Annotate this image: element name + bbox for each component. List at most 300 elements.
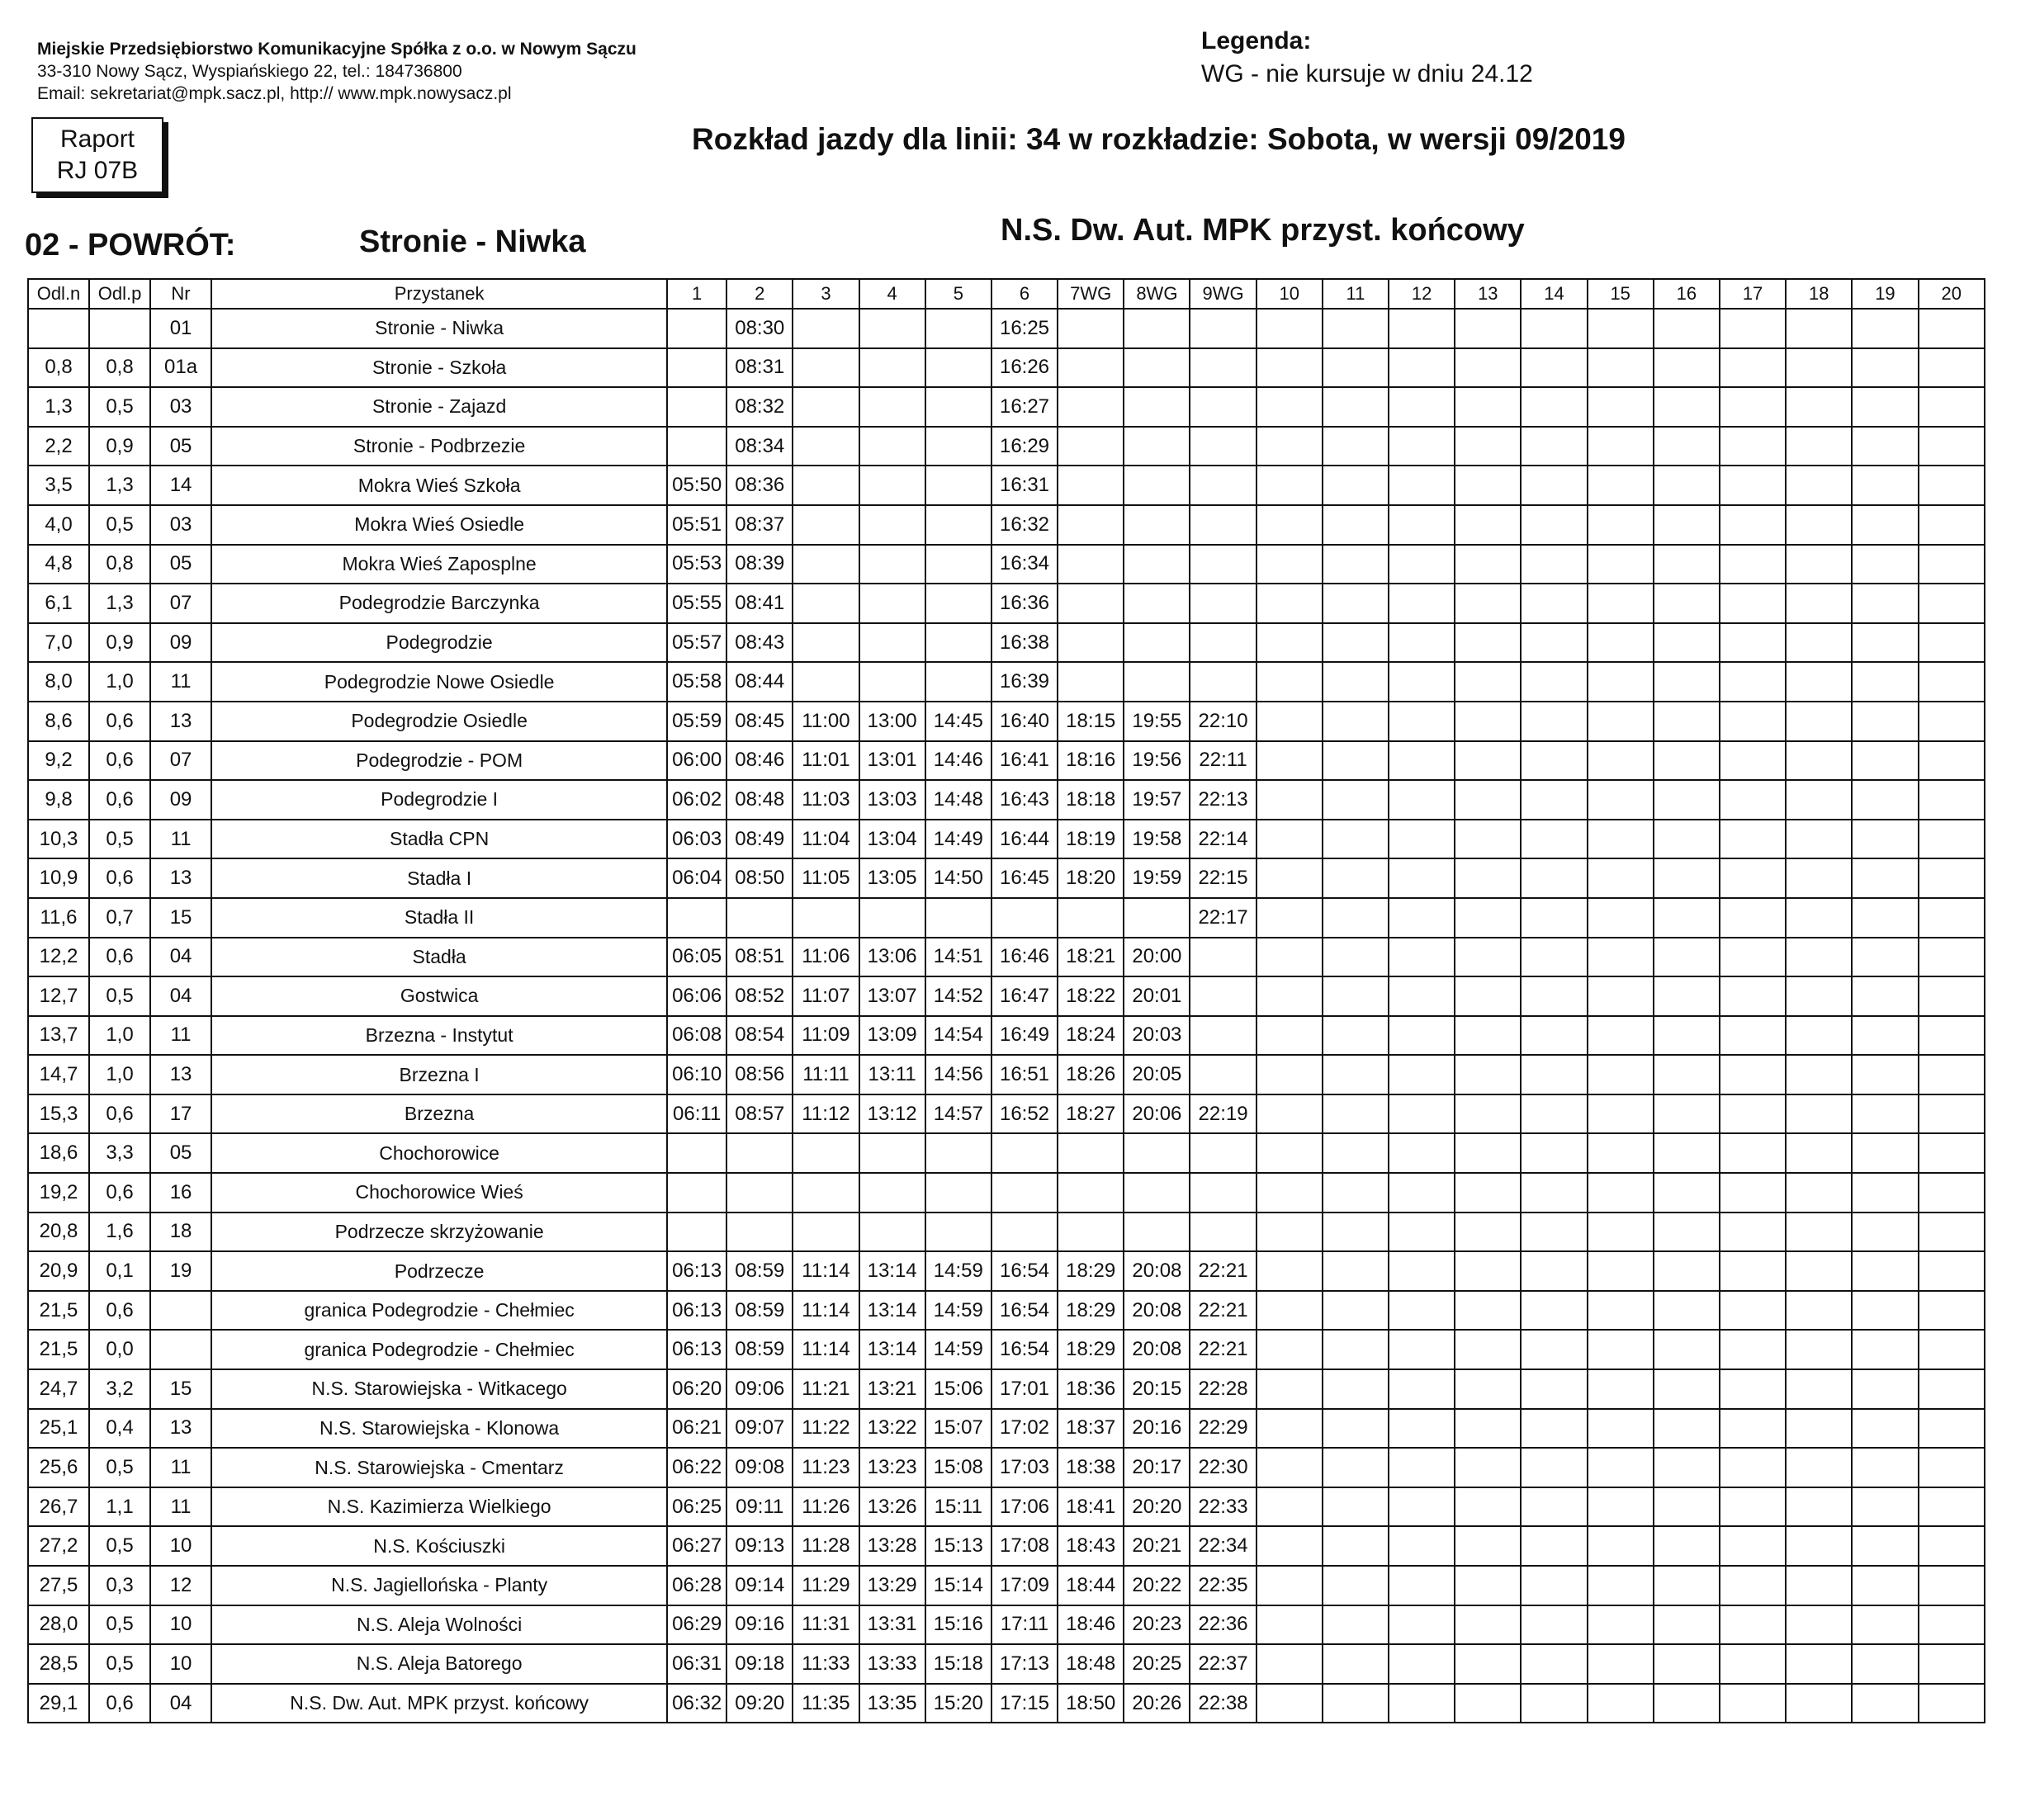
empty-cell [1720,1330,1786,1369]
empty-cell [1852,741,1918,781]
departure-time: 16:27 [991,387,1058,427]
distance-cell: 04 [150,938,211,977]
empty-cell [1521,662,1587,702]
distance-cell: 0,8 [89,545,150,584]
empty-cell [1323,1213,1389,1252]
empty-cell [1654,623,1720,663]
empty-cell [1588,1684,1654,1723]
departure-time: 13:09 [859,1016,925,1056]
departure-time [793,623,859,663]
distance-cell: 25,6 [28,1448,89,1487]
empty-cell [1588,938,1654,977]
departure-time: 11:11 [793,1055,859,1094]
distance-cell: 14,7 [28,1055,89,1094]
departure-time: 11:35 [793,1684,859,1723]
departure-time: 20:06 [1124,1094,1190,1134]
empty-cell [1588,1448,1654,1487]
empty-cell [1323,976,1389,1016]
distance-cell: 05 [150,545,211,584]
stop-name: Podrzecze skrzyżowanie [211,1213,667,1252]
empty-cell [1521,1566,1587,1605]
table-row [28,1094,1985,1134]
departure-time [1058,662,1124,702]
empty-cell [1521,1291,1587,1331]
departure-time: 22:21 [1190,1330,1256,1369]
empty-cell [1389,858,1455,898]
empty-cell [1521,584,1587,623]
empty-cell [1588,584,1654,623]
departure-time [793,898,859,938]
departure-time: 14:52 [925,976,991,1016]
departure-time: 06:32 [667,1684,726,1723]
stop-name: Podegrodzie Nowe Osiedle [211,662,667,702]
departure-time [1190,427,1256,466]
empty-cell [1654,1094,1720,1134]
empty-cell [1786,938,1852,977]
departure-time: 11:04 [793,820,859,859]
table-row [28,898,1985,938]
departure-time: 08:45 [726,702,793,741]
empty-cell [1521,1055,1587,1094]
empty-cell [1588,820,1654,859]
departure-time: 17:03 [991,1448,1058,1487]
distance-cell: 0,1 [89,1251,150,1291]
empty-cell [1389,427,1455,466]
departure-time: 08:43 [726,623,793,663]
empty-cell [1256,623,1323,663]
empty-cell [1786,348,1852,388]
distance-cell: 15 [150,898,211,938]
empty-cell [1720,780,1786,820]
departure-time: 18:29 [1058,1330,1124,1369]
column-header: 6 [991,279,1058,309]
departure-time: 06:27 [667,1526,726,1566]
empty-cell [1256,1369,1323,1409]
empty-cell [1654,938,1720,977]
departure-time: 22:19 [1190,1094,1256,1134]
distance-cell: 28,5 [28,1644,89,1684]
departure-time: 16:52 [991,1094,1058,1134]
departure-time: 14:50 [925,858,991,898]
departure-time: 18:15 [1058,702,1124,741]
empty-cell [1654,820,1720,859]
departure-time: 13:01 [859,741,925,781]
empty-cell [1389,1409,1455,1449]
departure-time [1124,898,1190,938]
empty-cell [1389,1016,1455,1056]
departure-time [925,505,991,545]
empty-cell [1389,348,1455,388]
empty-cell [1654,584,1720,623]
departure-time: 09:08 [726,1448,793,1487]
empty-cell [1389,898,1455,938]
distance-cell: 11 [150,1487,211,1527]
departure-time: 16:32 [991,505,1058,545]
departure-time: 13:22 [859,1409,925,1449]
table-row [28,1173,1985,1213]
empty-cell [1521,1251,1587,1291]
empty-cell [1323,938,1389,977]
column-header: Odl.n [28,279,89,309]
empty-cell [1389,623,1455,663]
distance-cell: 0,6 [89,1173,150,1213]
departure-time [925,623,991,663]
stop-name: Podegrodzie Barczynka [211,584,667,623]
empty-cell [1588,1526,1654,1566]
departure-time [667,1133,726,1173]
empty-cell [1323,1016,1389,1056]
stop-name: Mokra Wieś Osiedle [211,505,667,545]
empty-cell [1852,1133,1918,1173]
empty-cell [1323,1251,1389,1291]
departure-time: 20:00 [1124,938,1190,977]
empty-cell [1720,1684,1786,1723]
departure-time: 14:56 [925,1055,991,1094]
empty-cell [1852,623,1918,663]
empty-cell [1852,1605,1918,1645]
departure-time [1124,1213,1190,1252]
distance-cell: 17 [150,1094,211,1134]
departure-time: 16:26 [991,348,1058,388]
distance-cell: 1,0 [89,662,150,702]
empty-cell [1919,1369,1985,1409]
empty-cell [1323,1330,1389,1369]
empty-cell [1654,976,1720,1016]
empty-cell [1588,858,1654,898]
departure-time: 05:59 [667,702,726,741]
empty-cell [1521,309,1587,348]
departure-time: 18:44 [1058,1566,1124,1605]
departure-time [1190,545,1256,584]
departure-time [925,427,991,466]
empty-cell [1389,1330,1455,1369]
distance-cell: 0,5 [89,820,150,859]
departure-time: 15:14 [925,1566,991,1605]
departure-time: 11:14 [793,1330,859,1369]
departure-time: 22:13 [1190,780,1256,820]
empty-cell [1521,1133,1587,1173]
empty-cell [1852,1526,1918,1566]
stop-name: Gostwica [211,976,667,1016]
empty-cell [1654,505,1720,545]
table-row [28,1526,1985,1566]
distance-cell: 0,5 [89,387,150,427]
departure-time [1124,1173,1190,1213]
departure-time: 13:23 [859,1448,925,1487]
empty-cell [1389,1487,1455,1527]
departure-time [667,1173,726,1213]
distance-cell [28,309,89,348]
departure-time: 14:46 [925,741,991,781]
departure-time: 15:07 [925,1409,991,1449]
empty-cell [1720,1448,1786,1487]
empty-cell [1455,1369,1521,1409]
empty-cell [1323,623,1389,663]
stop-name: N.S. Starowiejska - Cmentarz [211,1448,667,1487]
distance-cell: 1,6 [89,1213,150,1252]
distance-cell: 0,9 [89,427,150,466]
column-header: 12 [1389,279,1455,309]
direction-label: 02 - POWRÓT: [25,228,236,262]
empty-cell [1323,1566,1389,1605]
empty-cell [1521,1487,1587,1527]
departure-time [1190,1133,1256,1173]
table-row [28,1605,1985,1645]
departure-time: 13:33 [859,1644,925,1684]
empty-cell [1389,309,1455,348]
departure-time: 11:05 [793,858,859,898]
empty-cell [1389,505,1455,545]
departure-time [1190,387,1256,427]
distance-cell: 21,5 [28,1291,89,1331]
empty-cell [1919,1566,1985,1605]
departure-time: 22:28 [1190,1369,1256,1409]
departure-time [667,898,726,938]
departure-time: 13:21 [859,1369,925,1409]
empty-cell [1323,702,1389,741]
empty-cell [1919,505,1985,545]
distance-cell [89,309,150,348]
departure-time: 20:22 [1124,1566,1190,1605]
empty-cell [1323,466,1389,505]
empty-cell [1389,1133,1455,1173]
timetable [27,278,1985,1723]
empty-cell [1588,1487,1654,1527]
departure-time [1190,348,1256,388]
departure-time: 22:21 [1190,1291,1256,1331]
distance-cell: 0,5 [89,1644,150,1684]
empty-cell [1654,898,1720,938]
empty-cell [1323,1369,1389,1409]
departure-time [667,387,726,427]
empty-cell [1852,427,1918,466]
empty-cell [1786,741,1852,781]
departure-time [859,427,925,466]
empty-cell [1654,1526,1720,1566]
empty-cell [1256,898,1323,938]
departure-time: 18:29 [1058,1291,1124,1331]
empty-cell [1654,1369,1720,1409]
empty-cell [1919,1213,1985,1252]
distance-cell: 4,8 [28,545,89,584]
departure-time: 22:29 [1190,1409,1256,1449]
departure-time: 22:35 [1190,1566,1256,1605]
empty-cell [1720,466,1786,505]
empty-cell [1455,820,1521,859]
empty-cell [1919,1173,1985,1213]
empty-cell [1786,1213,1852,1252]
departure-time: 14:45 [925,702,991,741]
departure-time [859,387,925,427]
departure-time: 08:30 [726,309,793,348]
departure-time: 08:44 [726,662,793,702]
departure-time: 22:11 [1190,741,1256,781]
departure-time: 11:21 [793,1369,859,1409]
empty-cell [1852,1409,1918,1449]
empty-cell [1720,348,1786,388]
departure-time [859,505,925,545]
departure-time: 06:02 [667,780,726,820]
empty-cell [1919,1448,1985,1487]
empty-cell [1852,1213,1918,1252]
empty-cell [1521,466,1587,505]
empty-cell [1256,1409,1323,1449]
departure-time [793,584,859,623]
departure-time: 22:38 [1190,1684,1256,1723]
table-row [28,976,1985,1016]
empty-cell [1256,309,1323,348]
empty-cell [1389,820,1455,859]
empty-cell [1852,898,1918,938]
empty-cell [1919,1330,1985,1369]
table-row [28,427,1985,466]
distance-cell: 10 [150,1644,211,1684]
empty-cell [1786,1409,1852,1449]
stop-name: N.S. Kościuszki [211,1526,667,1566]
stop-name: Stronie - Podbrzezie [211,427,667,466]
empty-cell [1455,662,1521,702]
distance-cell: 0,6 [89,741,150,781]
empty-cell [1256,1330,1323,1369]
distance-cell: 0,7 [89,898,150,938]
departure-time [793,466,859,505]
empty-cell [1852,780,1918,820]
departure-time: 16:25 [991,309,1058,348]
distance-cell: 0,6 [89,780,150,820]
empty-cell [1323,780,1389,820]
empty-cell [1256,1566,1323,1605]
departure-time: 13:05 [859,858,925,898]
table-row [28,1409,1985,1449]
column-header: 20 [1919,279,1985,309]
empty-cell [1786,1644,1852,1684]
departure-time: 13:31 [859,1605,925,1645]
distance-cell: 0,5 [89,505,150,545]
stop-name: granica Podegrodzie - Chełmiec [211,1330,667,1369]
departure-time: 16:29 [991,427,1058,466]
empty-cell [1256,662,1323,702]
departure-time: 20:05 [1124,1055,1190,1094]
column-header: Przystanek [211,279,667,309]
distance-cell: 1,1 [89,1487,150,1527]
empty-cell [1720,662,1786,702]
departure-time: 20:25 [1124,1644,1190,1684]
departure-time: 18:19 [1058,820,1124,859]
departure-time: 22:36 [1190,1605,1256,1645]
empty-cell [1919,1094,1985,1134]
departure-time: 16:41 [991,741,1058,781]
empty-cell [1588,898,1654,938]
distance-cell: 9,2 [28,741,89,781]
table-row [28,938,1985,977]
empty-cell [1720,309,1786,348]
empty-cell [1588,348,1654,388]
departure-time: 18:48 [1058,1644,1124,1684]
empty-cell [1588,1605,1654,1645]
departure-time [1124,505,1190,545]
table-row [28,741,1985,781]
departure-time: 18:50 [1058,1684,1124,1723]
distance-cell [150,1330,211,1369]
empty-cell [1323,1684,1389,1723]
empty-cell [1588,741,1654,781]
distance-cell: 10 [150,1526,211,1566]
departure-time: 18:41 [1058,1487,1124,1527]
departure-time: 18:16 [1058,741,1124,781]
empty-cell [1654,1644,1720,1684]
empty-cell [1720,1605,1786,1645]
distance-cell: 05 [150,427,211,466]
empty-cell [1323,1291,1389,1331]
empty-cell [1786,1016,1852,1056]
empty-cell [1323,348,1389,388]
empty-cell [1455,1409,1521,1449]
empty-cell [1919,427,1985,466]
empty-cell [1455,1684,1521,1723]
departure-time: 17:09 [991,1566,1058,1605]
table-row [28,387,1985,427]
distance-cell: 0,6 [89,1291,150,1331]
stop-name: Stadła II [211,898,667,938]
empty-cell [1256,1133,1323,1173]
empty-cell [1786,1487,1852,1527]
departure-time: 06:10 [667,1055,726,1094]
empty-cell [1256,584,1323,623]
empty-cell [1323,820,1389,859]
empty-cell [1323,309,1389,348]
empty-cell [1786,1173,1852,1213]
stop-name: Brzezna I [211,1055,667,1094]
empty-cell [1852,1369,1918,1409]
empty-cell [1455,1291,1521,1331]
empty-cell [1588,466,1654,505]
empty-cell [1389,938,1455,977]
empty-cell [1654,1055,1720,1094]
departure-time: 16:38 [991,623,1058,663]
departure-time: 15:11 [925,1487,991,1527]
table-row [28,309,1985,348]
departure-time [859,466,925,505]
distance-cell: 14 [150,466,211,505]
column-header: 2 [726,279,793,309]
empty-cell [1919,1526,1985,1566]
departure-time: 16:34 [991,545,1058,584]
empty-cell [1323,898,1389,938]
stop-name: Mokra Wieś Zaposplne [211,545,667,584]
column-header: 1 [667,279,726,309]
empty-cell [1521,741,1587,781]
departure-time: 11:14 [793,1291,859,1331]
empty-cell [1720,1094,1786,1134]
empty-cell [1521,1330,1587,1369]
empty-cell [1720,1055,1786,1094]
empty-cell [1919,820,1985,859]
empty-cell [1323,505,1389,545]
departure-time: 16:39 [991,662,1058,702]
departure-time: 06:03 [667,820,726,859]
empty-cell [1654,1487,1720,1527]
table-row [28,1566,1985,1605]
departure-time: 17:01 [991,1369,1058,1409]
empty-cell [1521,780,1587,820]
departure-time [1124,662,1190,702]
departure-time: 20:17 [1124,1448,1190,1487]
empty-cell [1521,1016,1587,1056]
empty-cell [1786,427,1852,466]
departure-time: 16:54 [991,1330,1058,1369]
empty-cell [1389,1291,1455,1331]
empty-cell [1389,976,1455,1016]
